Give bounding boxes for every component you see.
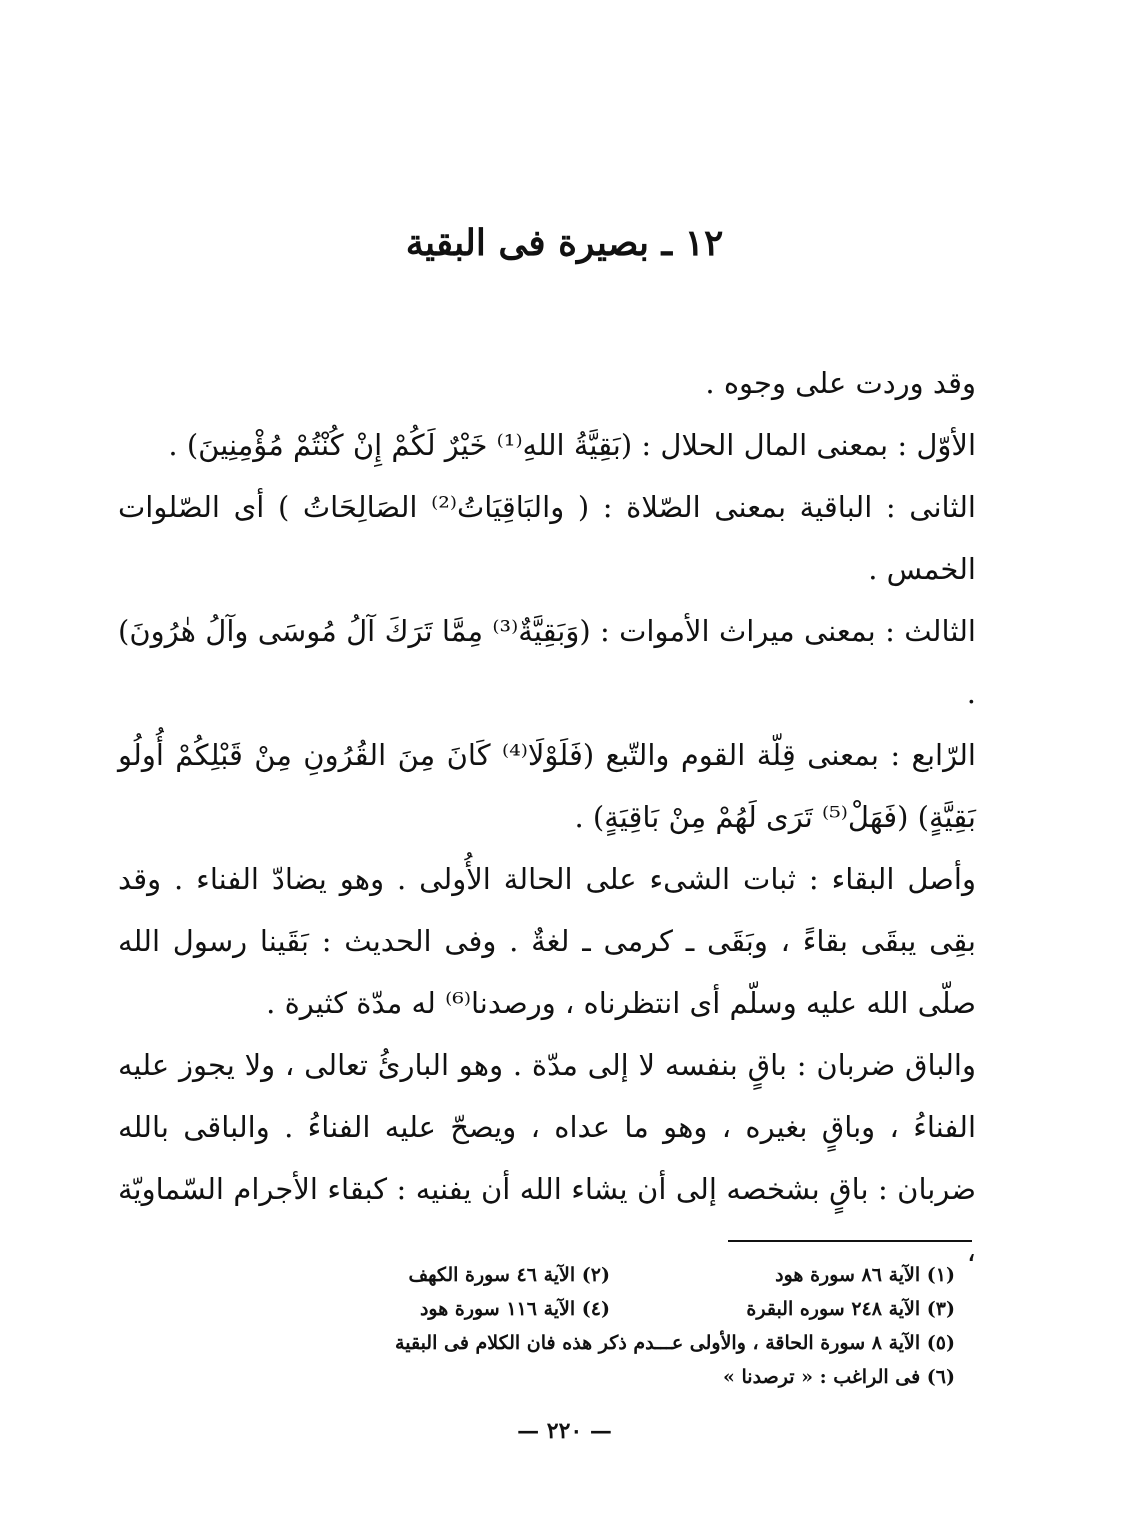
footnote-row xyxy=(265,1292,955,1326)
footnote-6: (٦) فى الراغب : « ترصدنا » xyxy=(723,1366,955,1388)
footnote-5: (٥) الآية ٨ سورة الحاقة ، والأولى عـــدم ذكر هذه فان الكلام فى البقية xyxy=(395,1332,955,1354)
body-text xyxy=(118,352,976,1282)
paragraph: وأصل البقاء : ثبات الشىء على الحالة الأُولى . وهو يضادّ الفناء . وقد بقِى يبقَى بقاءً ، وبَقَى ـ كرمى ـ لغةٌ . وفى الحديث : بَقَينا رسول الله صلّى الله عليه وسلّم أى انتظرناه ، ورصدنا⁽⁶⁾ له مدّة كثيرة . xyxy=(118,862,976,1020)
paragraph: الثالث : بمعنى ميراث الأموات : (وَبَقِيَّةٌ⁽³⁾ مِمَّا تَرَكَ آلُ مُوسَى وآلُ هٰرُونَ) . xyxy=(118,614,976,710)
footnote-divider xyxy=(728,1240,972,1242)
paragraph: الثانى : الباقية بمعنى الصّلاة : ( والبَاقِيَاتُ⁽²⁾ الصَالِحَاتُ ) أى الصّلوات الخمس . xyxy=(118,490,976,586)
footnote-row xyxy=(265,1326,955,1360)
footnote-2: (٢) الآية ٤٦ سورة الكهف xyxy=(408,1264,610,1286)
paragraph: والباق ضربان : باقٍ بنفسه لا إلى مدّة . وهو البارئُ تعالى ، ولا يجوز عليه الفناءُ ، وباقٍ بغيره ، وهو ما عداه ، ويصحّ عليه الفناءُ . والباقى بالله ضربان : باقٍ بشخصه إلى أن يشاء الله أن يفنيه : كبقاء الأجرام السّماويّة ، xyxy=(118,1048,976,1268)
paragraph: الأوّل : بمعنى المال الحلال : (بَقِيَّةُ اللهِ⁽¹⁾ خَيْرٌ لَكُمْ إِنْ كُنْتُمْ مُؤْمِنِينَ) . xyxy=(168,428,976,462)
footnote-1: (١) الآية ٨٦ سورة هود xyxy=(775,1264,955,1286)
page-number: — ٢٢٠ — xyxy=(517,1418,612,1444)
paragraph: وقد وردت على وجوه . xyxy=(705,366,976,400)
footnote-4: (٤) الآية ١١٦ سورة هود xyxy=(419,1298,610,1320)
paragraph: الرّابع : بمعنى قِلّة القوم والتّبع (فَلَوْلَا⁽⁴⁾ كَانَ مِنَ القُرُونِ مِنْ قَبْلِكُمْ أُولُو بَقِيَّةٍ) (فَهَلْ⁽⁵⁾ تَرَى لَهُمْ مِنْ بَاقِيَةٍ) . xyxy=(118,738,976,834)
footnote-row xyxy=(265,1258,955,1292)
footnote-row xyxy=(265,1360,955,1394)
section-title: ١٢ ـ بصيرة فى البقية xyxy=(405,222,724,264)
footnote-3: (٣) الآية ٢٤٨ سوره البقرة xyxy=(746,1298,955,1320)
footnotes xyxy=(265,1258,955,1394)
